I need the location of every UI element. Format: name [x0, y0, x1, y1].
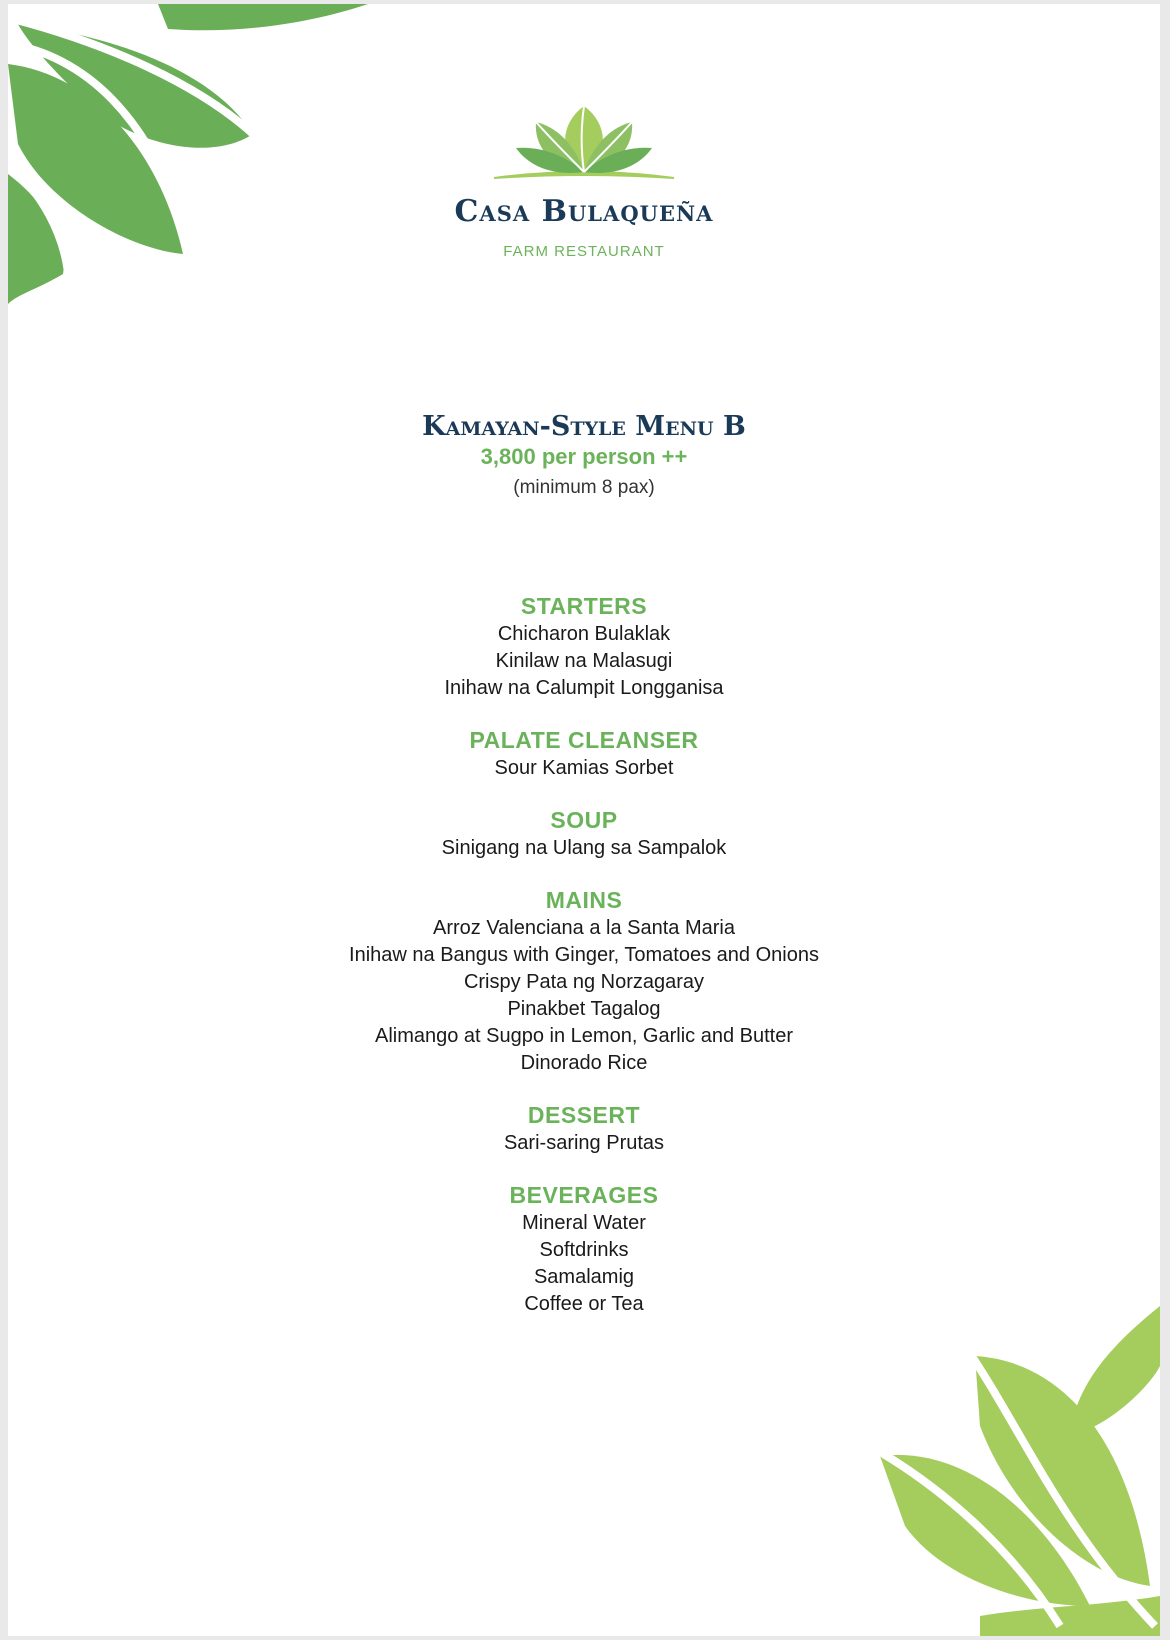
- menu-note: (minimum 8 pax): [513, 477, 655, 498]
- section-mains: [8, 885, 1160, 1077]
- section-title: PALATE CLEANSER: [469, 727, 699, 753]
- menu-item: Sour Kamias Sorbet: [494, 757, 674, 779]
- menu-item: Kinilaw na Malasugi: [495, 650, 673, 672]
- section-soup: [8, 805, 1160, 862]
- brand-logo-block: [8, 104, 1160, 260]
- menu-item: Arroz Valenciana a la Santa Maria: [432, 917, 735, 939]
- menu-item: Crispy Pata ng Norzagaray: [463, 971, 705, 993]
- menu-item: Softdrinks: [539, 1239, 629, 1261]
- section-title: DESSERT: [527, 1102, 641, 1128]
- menu-item: Coffee or Tea: [524, 1293, 644, 1315]
- menu-item: Pinakbet Tagalog: [507, 998, 661, 1020]
- menu-page: [8, 4, 1160, 1636]
- section-title: BEVERAGES: [509, 1182, 659, 1208]
- menu-item: Dinorado Rice: [520, 1052, 648, 1074]
- section-dessert: [8, 1100, 1160, 1157]
- section-starters: [8, 591, 1160, 702]
- menu-item: Inihaw na Calumpit Longganisa: [444, 677, 724, 699]
- menu-item: Alimango at Sugpo in Lemon, Garlic and Butter: [374, 1025, 794, 1047]
- menu-header: [8, 412, 1160, 502]
- menu-item: Chicharon Bulaklak: [497, 623, 671, 645]
- lotus-logo-icon: [484, 104, 684, 186]
- brand-name: Casa Bulaqueña: [454, 194, 714, 229]
- section-beverages: [8, 1180, 1160, 1318]
- leaf-decoration-bottom-right: [860, 1306, 1160, 1636]
- brand-subtitle: FARM RESTAURANT: [503, 243, 665, 260]
- section-title: SOUP: [550, 807, 618, 833]
- menu-item: Samalamig: [533, 1266, 635, 1288]
- menu-item: Mineral Water: [522, 1212, 646, 1234]
- menu-item: Sari-saring Prutas: [503, 1132, 665, 1154]
- menu-title: Kamayan-Style Menu B: [422, 411, 746, 442]
- section-title: MAINS: [545, 887, 623, 913]
- section-title: STARTERS: [520, 593, 648, 619]
- menu-item: Inihaw na Bangus with Ginger, Tomatoes and Onions: [349, 944, 819, 966]
- menu-price: 3,800 per person ++: [480, 444, 688, 469]
- section-palate-cleanser: [8, 725, 1160, 782]
- menu-sections: [8, 591, 1160, 1341]
- menu-item: Sinigang na Ulang sa Sampalok: [441, 837, 727, 859]
